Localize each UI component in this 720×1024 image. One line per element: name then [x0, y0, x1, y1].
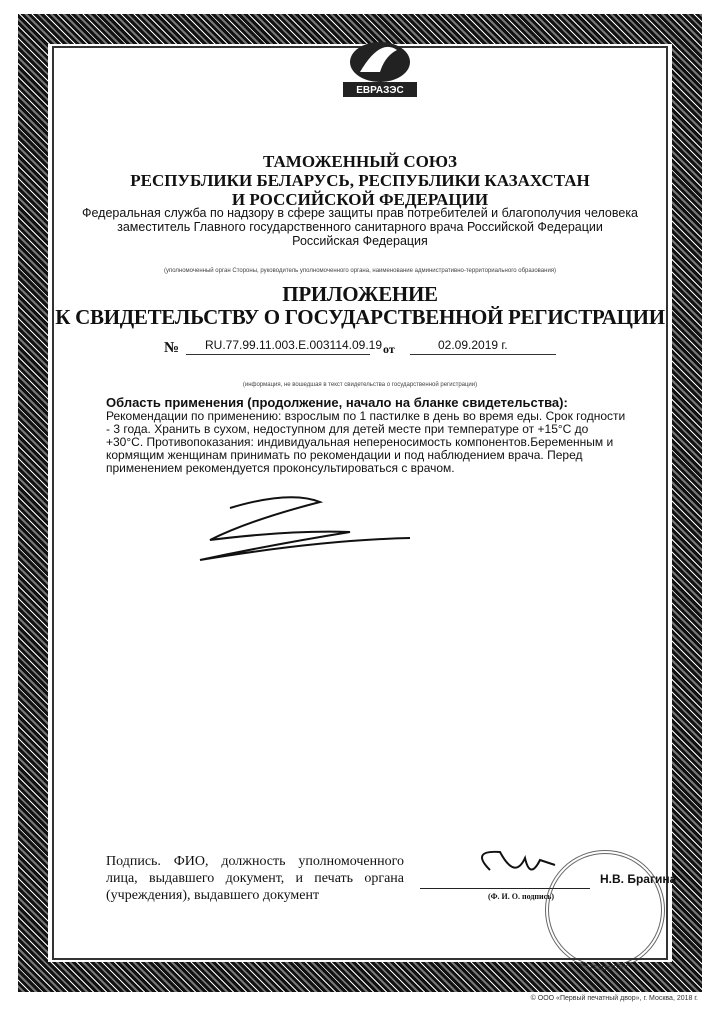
header-line3: И РОССИЙСКОЙ ФЕДЕРАЦИИ: [231, 190, 489, 209]
handwritten-scribble: [170, 490, 420, 570]
number-underline: [186, 354, 370, 355]
content-heading: Область применения (продолжение, начало на бланке свидетельства):: [106, 395, 568, 410]
date-label: от: [383, 342, 395, 356]
registration-number: RU.77.99.11.003.Е.003114.09.19: [205, 338, 383, 352]
signature-caption: (Ф. И. О. подпись): [488, 892, 555, 901]
number-label: №: [164, 340, 180, 356]
signature-label: Подпись. ФИО, должность уполномоченного лица, выдавшего документ, и печать органа (учреждения), выдавшего документ: [106, 854, 404, 903]
logo-text: ЕВРАЗЭС: [356, 85, 404, 96]
header-line2: РЕСПУБЛИКИ БЕЛАРУСЬ, РЕСПУБЛИКИ КАЗАХСТАН: [130, 171, 590, 190]
title-line1: ПРИЛОЖЕНИЕ: [282, 282, 438, 306]
header-org: [60, 206, 660, 248]
content-block: [106, 396, 626, 475]
footer-copyright: © ООО «Первый печатный двор», г. Москва, 2018 г.: [530, 995, 698, 1002]
evrazes-logo: [335, 38, 425, 100]
signature-mark: [470, 840, 560, 890]
title-line2: К СВИДЕТЕЛЬСТВУ О ГОСУДАРСТВЕННОЙ РЕГИСТРАЦИИ: [55, 305, 665, 329]
org-line1: Федеральная служба по надзору в сфере защиты прав потребителей и благополучия человека: [81, 206, 639, 220]
title-caption: (информация, не вошедшая в текст свидетельства о государственной регистрации): [242, 382, 478, 388]
header-line1: ТАМОЖЕННЫЙ СОЮЗ: [263, 152, 457, 171]
header-union: [60, 152, 660, 209]
signer-name: Н.В. Брагина: [600, 872, 677, 886]
org-line3: Российская Федерация: [292, 234, 428, 248]
official-stamp: [545, 850, 665, 970]
content-text: Рекомендации по применению: взрослым по 1 пастилке в день во время еды. Срок годности - 3 года. Хранить в сухом, недоступном для детей месте при температуре от +15°С до +30°С. Противопоказания: индивидуальная непереносимость компонентов.Беременным и кормящим женщинам принимать по рекомендации и под наблюдением врача. Перед применением рекомендуется проконсультироваться с врачом.: [106, 409, 626, 475]
org-line2: заместитель Главного государственного санитарного врача Российской Федерации: [117, 220, 603, 234]
registration-date: 02.09.2019 г.: [438, 338, 508, 352]
date-underline: [410, 354, 556, 355]
header-caption: (уполномоченный орган Стороны, руководитель уполномоченного органа, наименование административно-территориального образования): [163, 268, 557, 274]
